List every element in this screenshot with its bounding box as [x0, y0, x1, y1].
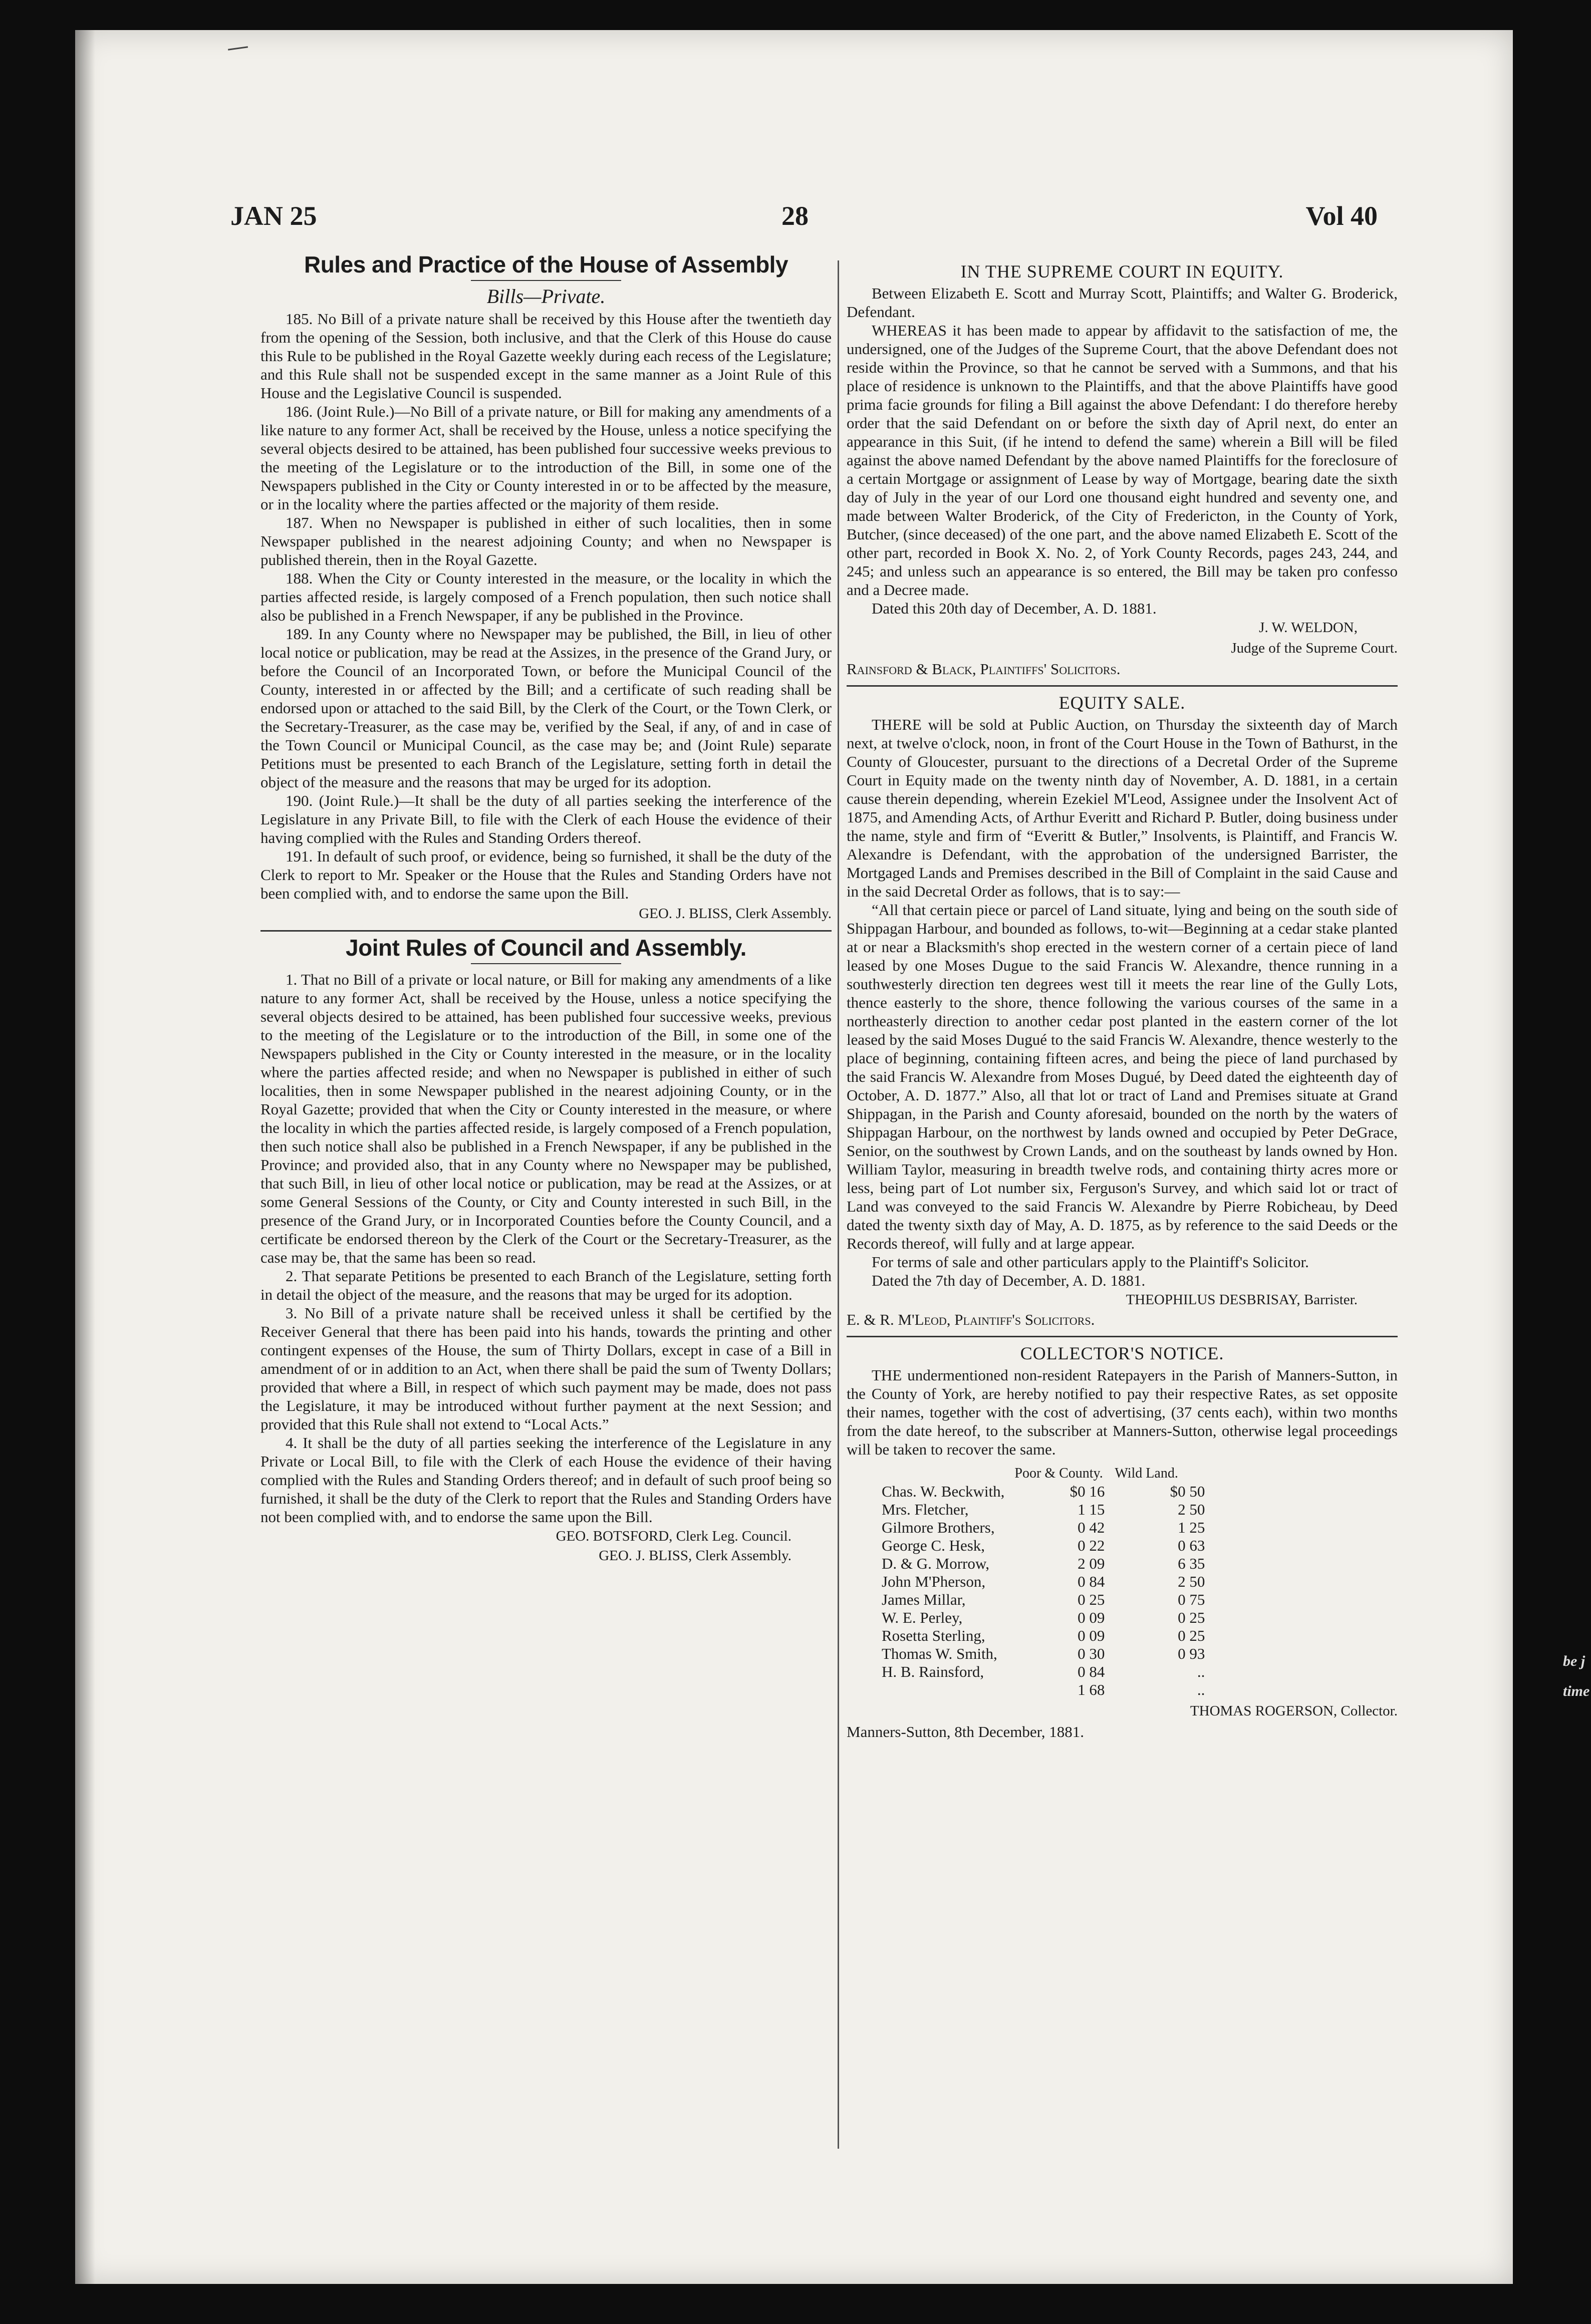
edge-fragment-a: be j — [1563, 1653, 1585, 1669]
ratepayer-wild: 6 35 — [1178, 1555, 1205, 1572]
ratepayer-poor: 2 09 — [1078, 1555, 1105, 1572]
table-row — [877, 1555, 1210, 1573]
court-solicitors: Rainsford & Black, Plaintiffs' Solicitors. — [847, 660, 1121, 678]
ratepayer-poor: $0 16 — [1070, 1483, 1105, 1500]
table-row — [877, 1537, 1210, 1555]
section-rule-right-2 — [847, 1336, 1398, 1337]
rule-186: 186. (Joint Rule.)—No Bill of a private nature, or Bill for making any amendments of a like nature to any former Act, shall be received by the House, unless a notice specifying the several objects desired to be attained, has been published four successive weeks previous to the meeting of the Legislature or to the introduction of the Bill, in some one of the Newspapers published in the City or County interested in or to be affected by the measure, or in the locality where the parties affected or the majority of them reside. — [260, 403, 832, 513]
ratepayer-wild: 0 63 — [1178, 1537, 1205, 1554]
joint-rule-2: 2. That separate Petitions be presented to each Branch of the Legislature, setting forth in detail the object of the measure, and the reasons that may be urged for its adoption. — [260, 1267, 832, 1303]
court-body: WHEREAS it has been made to appear by affidavit to the satisfaction of me, the undersigned, one of the Judges of the Supreme Court, that the above Defendant does not reside within the Province, so that he cannot be served with a Summons, and that his place of residence is unknown to the Plaintiffs, and that the above Plaintiffs have good prima facie grounds for filing a Bill against the above Defendant: I do therefore hereby order that the said Defendant on or before the sixth day of April next, do enter an appearance in this Suit, (if he intend to defend the same) wherein a Bill will be filed against the above named Defendant by the above named Plaintiffs for the foreclosure of a certain Mortgage or assignment of Lease by way of Mortgage, bearing date the sixth day of July in the year of our Lord one thousand eight hundred and seventy one, and made between Walter Broderick, of the City of Fredericton, in the County of York, Butcher, (since deceased) of the one part, and the above named Elizabeth E. Scott of the other part, recorded in Book X. No. 2, of York County Records, pages 243, 244, and 245; and unless such an appearance is so entered, the Bill may be taken pro confesso and a Decree made. — [847, 322, 1398, 599]
section-rule-right-1 — [847, 685, 1398, 687]
joint-rules-title: Joint Rules of Council and Assembly. — [346, 935, 746, 961]
ratepayer-table — [877, 1465, 1210, 1699]
equity-sale-dated: Dated the 7th day of December, A. D. 1881. — [872, 1272, 1146, 1289]
table-row — [877, 1483, 1210, 1501]
ratepayer-rows — [877, 1483, 1210, 1699]
ratepayer-poor: 1 15 — [1078, 1501, 1105, 1518]
ratepayer-poor: 1 68 — [1078, 1681, 1105, 1698]
rule-189: 189. In any County where no Newspaper may be published, the Bill, in lieu of other local notice or publication, may be read at the Assizes, in the presence of the Grand Jury, or before the Council of an Incorporated Town, or before the Municipal Council of the County, interested in or affected by the Bill; and a certificate of such reading shall be endorsed upon or attached to the said Bill, by the Clerk of the Court, or the Town Clerk, or the Secretary-Treasurer, as the case may be, verified by the Seal, if any, of and in case of the Town Council or Municipal Council, as the case may be; and (Joint Rule) separate Petitions must be presented to each Branch of the Legislature, setting forth in detail the object of the measure and the reasons that may be urged for its adoption. — [260, 625, 832, 791]
joint-signature-assembly: GEO. J. BLISS, Clerk Assembly. — [599, 1548, 791, 1564]
page-header — [230, 200, 1378, 240]
joint-rule-1: 1. That no Bill of a private or local nature, or Bill for making any amendments of a like nature to any former Act, shall be received by the House, unless a notice specifying the several objects desired to be attained, has been published four successive weeks, previous to the meeting of the Legislature or to the introduction of the Bill, in some one of the Newspapers published in the City or County interested in the measure, or in the locality where the parties affected reside; and when no Newspaper is published in either of such localities, then in some Newspaper published in the nearest adjoining County, or in the Royal Gazette; provided that when the City or County interested in the measure, or where the locality in which the parties affected reside, is largely composed of a French population, then such notice shall also be published in a French Newspaper, if any be published in the Province; and provided also, that in any County where no Newspaper may be published, that such Bill, in lieu of other local notice or publication, may be read at the Assizes, or at some General Sessions of the County, or City and County interested in such Bill, in the presence of the Grand Jury, or in Incorporated Counties before the County Council, and a certificate be endorsed thereon by the Clerk of the Court or the Secretary-Treasurer, as the case may be, that the same has been so read. — [260, 971, 832, 1266]
collector-dated: Manners-Sutton, 8th December, 1881. — [847, 1723, 1084, 1740]
ratepayer-wild: 0 93 — [1178, 1645, 1205, 1662]
rules-subtitle: Bills—Private. — [486, 285, 606, 308]
ratepayer-wild: 0 75 — [1178, 1591, 1205, 1608]
collector-notice-title: COLLECTOR'S NOTICE. — [1020, 1343, 1224, 1363]
collector-signature: THOMAS ROGERSON, Collector. — [1190, 1703, 1398, 1719]
col-head-wild: Wild Land. — [1115, 1466, 1178, 1481]
equity-sale-title: EQUITY SALE. — [1058, 693, 1186, 713]
collector-notice-body: THE undermentioned non-resident Ratepayers in the Parish of Manners-Sutton, in the County of York, are hereby notified to pay their respective Rates, as set opposite their names, together with the cost of advertising, (37 cents each), within two months from the date hereof, to the subscriber at Manners-Sutton, otherwise legal proceedings will be taken to recover the same. — [847, 1366, 1398, 1458]
ratepayer-name: W. E. Perley, — [882, 1609, 963, 1626]
rules-signature: GEO. J. BLISS, Clerk Assembly. — [639, 906, 832, 922]
rule-190: 190. (Joint Rule.)—It shall be the duty of all parties seeking the interference of the Legislature in any Private Bill, to file with the Clerk of each House the evidence of their having complied with the Rules and Standing Orders thereof. — [260, 792, 832, 846]
ratepayer-wild: $0 50 — [1170, 1483, 1205, 1500]
ratepayer-name: Rosetta Sterling, — [882, 1627, 985, 1644]
title-rule — [471, 280, 621, 281]
joint-rule-3: 3. No Bill of a private nature shall be received unless it shall be certified by the Receiver General that there has been paid into his hands, towards the printing and other contingent expenses of the House, the sum of Thirty Dollars, except in case of a Bill in amendment of or in addition to an Act, when there shall be paid the sum of Twenty Dollars; provided that where a Bill, in respect of which such payment may be made, does not pass the Legislature, it may be introduced without further payment at the next Session; and provided that this Rule shall not extend to “Local Acts.” — [260, 1304, 832, 1433]
ratepayer-poor: 0 84 — [1078, 1663, 1105, 1680]
court-title: IN THE SUPREME COURT IN EQUITY. — [960, 261, 1284, 281]
ratepayer-name: James Millar, — [882, 1591, 966, 1608]
table-row — [877, 1609, 1210, 1627]
court-judge-title: Judge of the Supreme Court. — [1231, 640, 1398, 656]
equity-sale-body: THERE will be sold at Public Auction, on Thursday the sixteenth day of March next, at twelve o'clock, noon, in front of the Court House in the Town of Bathurst, in the County of Gloucester, pursuant to the directions of a Decretal Order of the Supreme Court in Equity made on the twenty ninth day of November, A. D. 1881, in a certain cause therein depending, wherein Ezekiel M'Leod, Assignee under the Insolvent Act of 1875, and Amending Acts, of Arthur Everitt and Richard P. Butler, doing business under the name, style and firm of “Everitt & Butler,” Insolvents, is Plaintiff, and Francis W. Alexandre is Defendant, with the approbation of the undersigned Barrister, the Mortgaged Lands and Premises described in the Bill of Complaint in the said Cause and in the said Decretal Order as follows, that is to say:— — [847, 716, 1398, 900]
table-row — [877, 1519, 1210, 1537]
table-row — [877, 1591, 1210, 1609]
table-row — [877, 1573, 1210, 1591]
joint-signature-council: GEO. BOTSFORD, Clerk Leg. Council. — [556, 1528, 791, 1544]
column-divider — [838, 260, 839, 2149]
left-column — [260, 251, 832, 1566]
ratepayer-name: Thomas W. Smith, — [882, 1645, 997, 1662]
ratepayer-name — [877, 1681, 1009, 1699]
equity-solicitors: E. & R. M'Leod, Plaintiff's Solicitors. — [847, 1311, 1095, 1328]
ratepayer-wild: 2 50 — [1178, 1501, 1205, 1518]
rule-185: 185. No Bill of a private nature shall be received by this House after the twentieth day from the opening of the Session, both inclusive, and that the Clerk of this House do cause this Rule to be published in the Royal Gazette weekly during each recess of the Legislature; and this Rule shall not be suspended except in the same manner as a Joint Rule of this House and the Legislative Council is suspended. — [260, 310, 832, 402]
col-head-poor: Poor & County. — [1014, 1466, 1103, 1481]
ratepayer-name: H. B. Rainsford, — [882, 1663, 984, 1680]
edge-fragment-b: time — [1563, 1683, 1590, 1699]
table-row — [877, 1663, 1210, 1681]
equity-sale-terms: For terms of sale and other particulars apply to the Plaintiff's Solicitor. — [872, 1253, 1309, 1271]
ratepayer-poor: 0 25 — [1078, 1591, 1105, 1608]
ratepayer-poor: 0 09 — [1078, 1627, 1105, 1644]
header-page-number: 28 — [781, 201, 809, 231]
ratepayer-name: D. & G. Morrow, — [882, 1555, 989, 1572]
court-judge: J. W. WELDON, — [1259, 620, 1358, 636]
table-row — [877, 1645, 1210, 1663]
ratepayer-wild: 2 50 — [1178, 1573, 1205, 1590]
ratepayer-name: Gilmore Brothers, — [882, 1519, 995, 1536]
ratepayer-wild: 0 25 — [1178, 1627, 1205, 1644]
ratepayer-wild: .. — [1197, 1663, 1205, 1680]
ratepayer-name: George C. Hesk, — [882, 1537, 985, 1554]
equity-barrister: THEOPHILUS DESBRISAY, Barrister. — [1126, 1292, 1358, 1308]
col-head-name — [877, 1465, 1009, 1483]
rule-188: 188. When the City or County interested in the measure, or the locality in which the parties affected reside, is largely composed of a French population, then such notice shall also be published in a French Newspaper, if any be published in the Province. — [260, 569, 832, 624]
title-rule-2 — [471, 963, 621, 964]
ratepayer-name: John M'Pherson, — [882, 1573, 986, 1590]
joint-rule-4: 4. It shall be the duty of all parties seeking the interference of the Legislature in any Private or Local Bill, to file with the Clerk of each House the evidence of their having complied with the Rules and Standing Orders thereof; and in default of such proof being so furnished, it shall be the duty of the Clerk to report that the Rules and Standing Orders have not been complied with, and to endorse the same upon the Bill. — [260, 1434, 832, 1526]
court-parties: Between Elizabeth E. Scott and Murray Scott, Plaintiffs; and Walter G. Broderick, Defendant. — [847, 284, 1398, 321]
ratepayer-poor: 0 30 — [1078, 1645, 1105, 1662]
table-row — [877, 1627, 1210, 1645]
rule-187: 187. When no Newspaper is published in either of such localities, then in some Newspaper published in the nearest adjoining County; and when no Newspaper is published therein, then in the Royal Gazette. — [260, 514, 832, 568]
ratepayer-wild: 1 25 — [1178, 1519, 1205, 1536]
ratepayer-poor: 0 09 — [1078, 1609, 1105, 1626]
ratepayer-wild: 0 25 — [1178, 1609, 1205, 1626]
ratepayer-name: Mrs. Fletcher, — [882, 1501, 969, 1518]
ratepayer-poor: 0 84 — [1078, 1573, 1105, 1590]
rule-191: 191. In default of such proof, or evidence, being so furnished, it shall be the duty of the Clerk to report to Mr. Speaker or the House that the Rules and Standing Orders have not been complied with, and to endorse the same upon the Bill. — [260, 847, 832, 902]
right-column — [847, 255, 1398, 1741]
header-volume: Vol 40 — [1305, 201, 1378, 231]
court-dated: Dated this 20th day of December, A. D. 1881. — [872, 600, 1157, 617]
ratepayer-poor: 0 42 — [1078, 1519, 1105, 1536]
equity-sale-description: “All that certain piece or parcel of Land situate, lying and being on the south side of Shippagan Harbour, and bounded as follows, to-wit—Beginning at a cedar stake planted at or near a Blacksmith's shop erected in the western corner of a certain piece of land leased by one Moses Dugue to the said Francis W. Alexandre, thence running in a southwesterly direction ten degrees west till it meets the rear line of the Gully Lots, thence easterly to the shore, thence following the various courses of the same in a northeasterly direction to another cedar post planted in the eastern corner of the lot leased by the said Moses Dugué to the said Francis W. Alexandre, thence westerly to the place of beginning, containing fifteen acres, and being the piece of land purchased by the said Francis W. Alexandre from Moses Dugué, by Deed dated the eighteenth day of October, A. D. 1877.” Also, all that lot or tract of Land and Premises situate at Grand Shippagan, in the Parish and County aforesaid, bounded on the north by the waters of Shippagan Harbour, on the northwest by lands owned and occupied by Peter DeGrace, Senior, on the southwest by Crown Lands, and on the southeast by lands owned by Hon. William Taylor, measuring in breadth twelve rods, and containing thirty acres more or less, being part of Lot number six, Ferguson's Survey, and which said lot or tract of Land was conveyed to the said Francis W. Alexandre by Pierre Robicheau, by Deed dated the twenty sixth day of May, A. D. 1875, as by reference to the said Deeds or the Records thereof, will fully and at large appear. — [847, 901, 1398, 1252]
page-binding-shadow — [75, 30, 95, 2284]
ratepayer-poor: 0 22 — [1078, 1537, 1105, 1554]
ratepayer-wild: .. — [1197, 1681, 1205, 1698]
table-row — [877, 1681, 1210, 1699]
rules-title: Rules and Practice of the House of Assembly — [304, 251, 788, 277]
header-date: JAN 25 — [230, 201, 317, 231]
section-rule — [260, 930, 832, 932]
ratepayer-name: Chas. W. Beckwith, — [882, 1483, 1005, 1500]
table-row — [877, 1501, 1210, 1519]
